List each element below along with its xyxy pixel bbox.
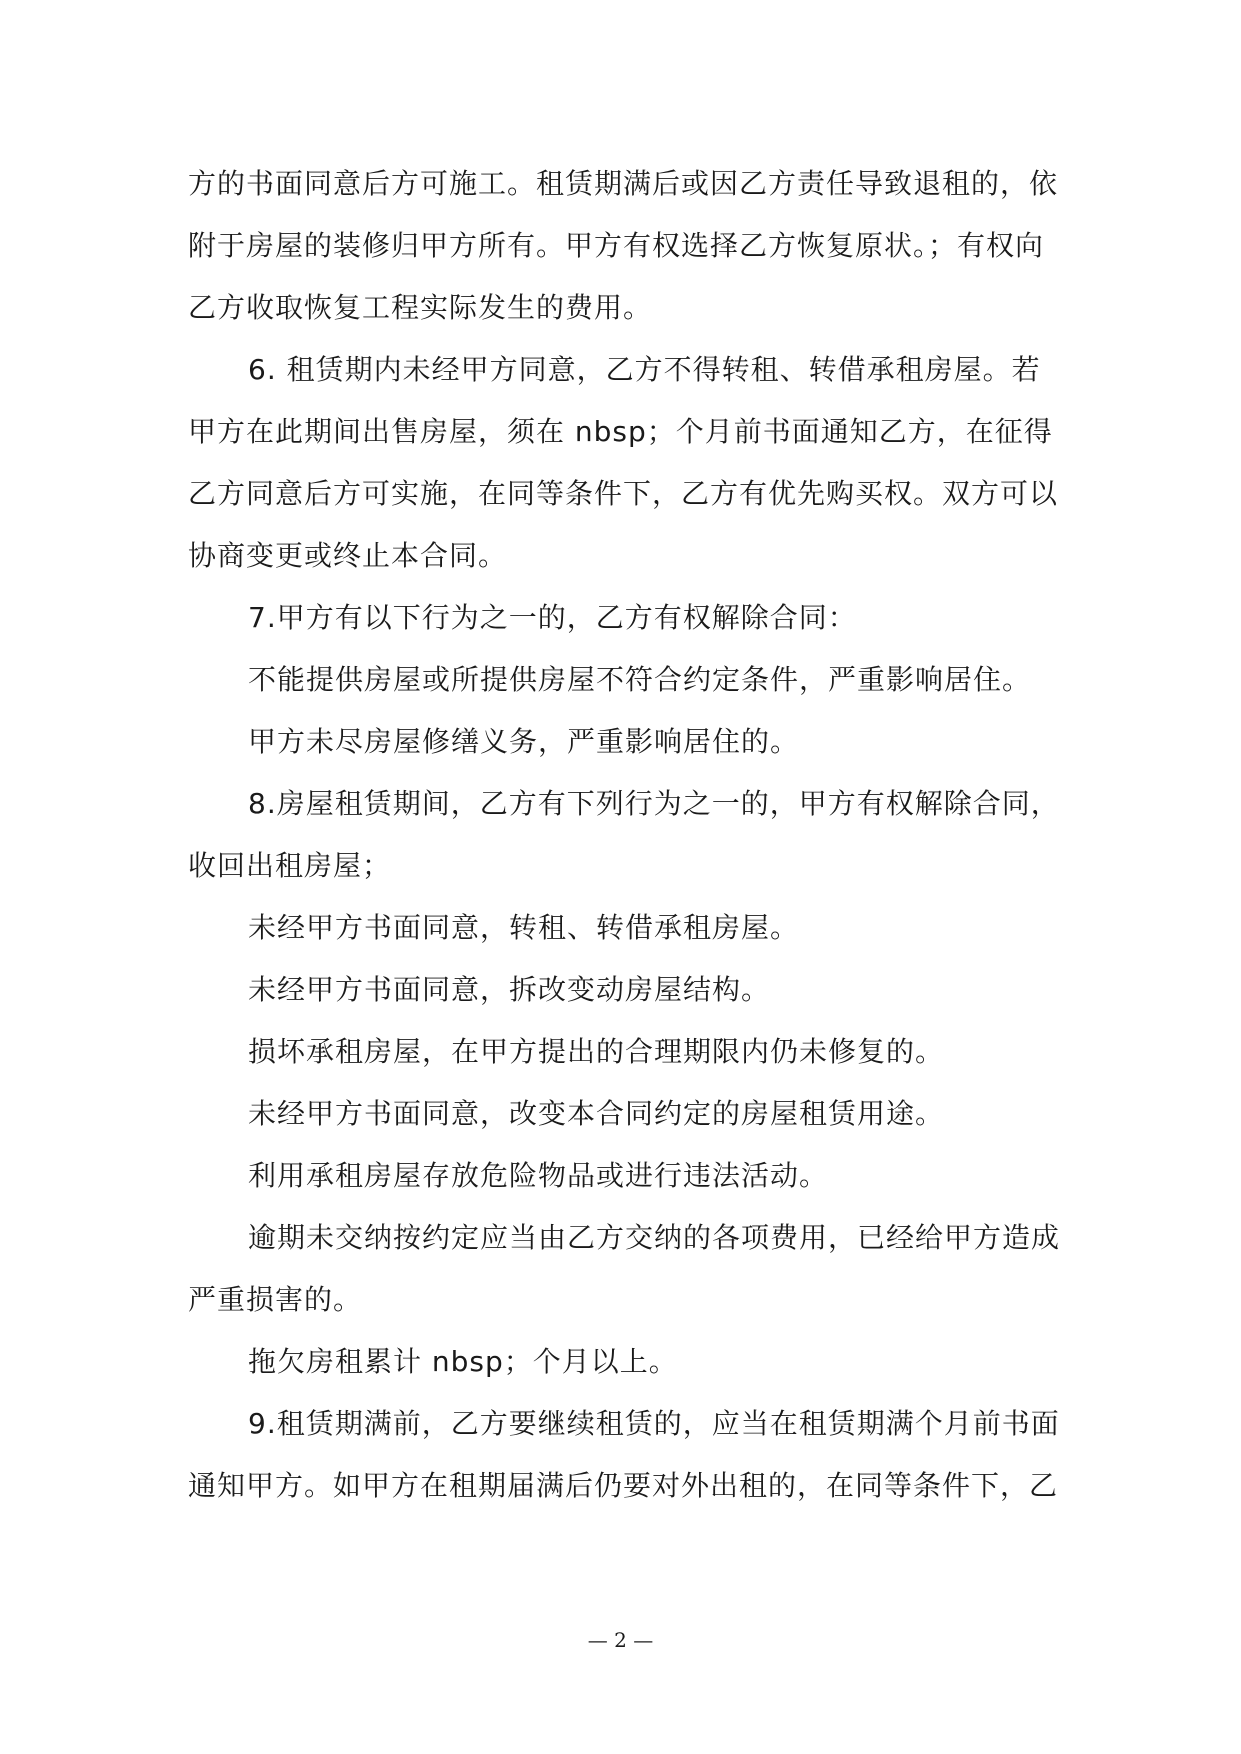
text-line: 严重损害的。 xyxy=(188,1283,363,1316)
text-line: 9.租赁期满前，乙方要继续租赁的，应当在租赁期满个月前书面 xyxy=(248,1407,1060,1440)
text-line: 8.房屋租赁期间，乙方有下列行为之一的，甲方有权解除合同， xyxy=(248,787,1060,820)
page-number: — 2 — xyxy=(587,1628,654,1652)
text-line: 乙方收取恢复工程实际发生的费用。 xyxy=(188,291,653,324)
text-line: 附于房屋的装修归甲方所有。甲方有权选择乙方恢复原状。；有权向 xyxy=(188,229,1045,262)
text-line: 未经甲方书面同意，改变本合同约定的房屋租赁用途。 xyxy=(248,1097,945,1130)
text-line: 不能提供房屋或所提供房屋不符合约定条件，严重影响居住。 xyxy=(248,663,1032,696)
text-line: 未经甲方书面同意，转租、转借承租房屋。 xyxy=(248,911,800,944)
text-line: 7.甲方有以下行为之一的，乙方有权解除合同： xyxy=(248,601,857,634)
text-line: 利用承租房屋存放危险物品或进行违法活动。 xyxy=(248,1159,829,1192)
text-line: 逾期未交纳按约定应当由乙方交纳的各项费用，已经给甲方造成 xyxy=(248,1221,1061,1254)
text-line: 甲方在此期间出售房屋，须在 nbsp；个月前书面通知乙方，在征得 xyxy=(188,415,1053,448)
text-line: 损坏承租房屋，在甲方提出的合理期限内仍未修复的。 xyxy=(248,1035,945,1068)
text-line: 未经甲方书面同意，拆改变动房屋结构。 xyxy=(248,973,771,1006)
text-line: 方的书面同意后方可施工。租赁期满后或因乙方责任导致退租的，依 xyxy=(188,167,1059,200)
text-line: 甲方未尽房屋修缮义务，严重影响居住的。 xyxy=(248,725,800,758)
text-line: 协商变更或终止本合同。 xyxy=(188,539,508,572)
text-line: 拖欠房租累计 nbsp；个月以上。 xyxy=(248,1345,678,1378)
document-body xyxy=(188,153,1068,1517)
text-line: 通知甲方。如甲方在租期届满后仍要对外出租的，在同等条件下，乙 xyxy=(188,1469,1059,1502)
text-line: 6. 租赁期内未经甲方同意，乙方不得转租、转借承租房屋。若 xyxy=(248,353,1041,386)
text-line: 乙方同意后方可实施，在同等条件下，乙方有优先购买权。双方可以 xyxy=(188,477,1059,510)
text-line: 收回出租房屋； xyxy=(188,849,392,882)
